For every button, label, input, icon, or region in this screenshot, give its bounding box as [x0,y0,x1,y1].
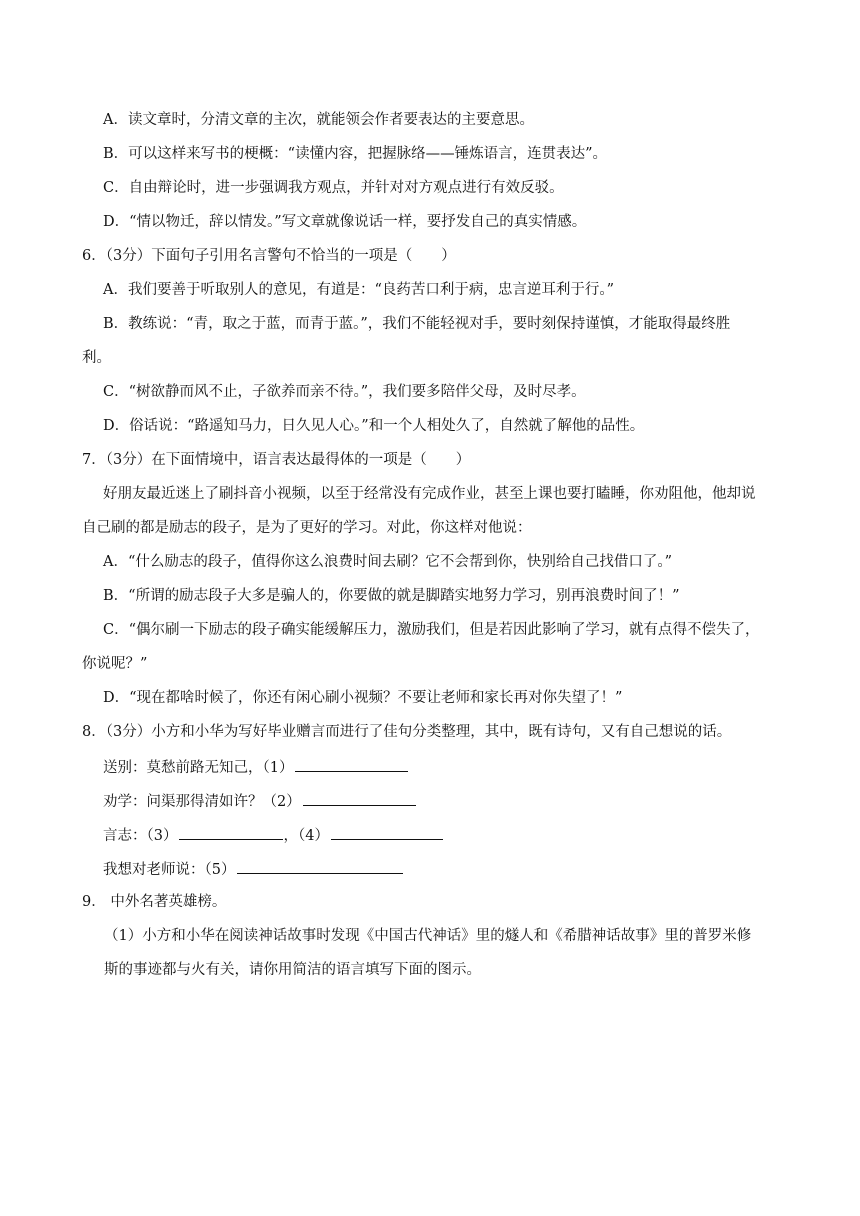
q9-part1-line2: 斯的事迹都与火有关，请你用简洁的语言填写下面的图示。 [104,962,481,978]
q5-option-c: C．自由辩论时，进一步强调我方观点，并针对对方观点进行有效反驳。 [103,180,564,196]
q5-option-d: D．“情以物迁，辞以情发。”写文章就像说话一样，要抒发自己的真实情感。 [103,214,587,230]
q7-option-d: D．“现在都啥时候了，你还有闲心刷小视频？不要让老师和家长再对你失望了！” [103,690,623,706]
q7-scenario-line1: 好朋友最近迷上了刷抖音小视频，以至于经常没有完成作业，甚至上课也要打瞌睡，你劝阻他，他却说 [103,486,756,502]
answer-blank-3[interactable] [179,824,283,840]
answer-blank-5[interactable] [237,858,403,874]
q8-study-text: 劝学：问渠那得清如许？（2） [103,794,301,810]
q7-option-c-line2: 你说呢？” [82,656,148,672]
q5-option-a: A．读文章时，分清文章的主次，就能领会作者要表达的主要意思。 [103,112,534,128]
q8-ambition-text: 言志：（3） [103,828,178,844]
q8-item-teacher [103,858,403,880]
q8-ambition-text-2: ，（4） [283,828,329,844]
q6-option-c: C．“树欲静而风不止，子欲养而亲不待。”，我们要多陪伴父母，及时尽孝。 [103,384,586,400]
q8-item-ambition [103,824,443,846]
answer-blank-4[interactable] [331,824,443,840]
q7-stem: 7．（3分）在下面情境中，语言表达最得体的一项是（ ） [82,452,471,468]
q7-option-b: B．“所谓的励志段子大多是骗人的，你要做的就是脚踏实地努力学习，别再浪费时间了！” [103,588,680,604]
q6-stem: 6．（3分）下面句子引用名言警句不恰当的一项是（ ） [82,248,456,264]
answer-blank-2[interactable] [303,790,416,806]
answer-blank-1[interactable] [295,756,408,772]
q7-option-c-line1: C．“偶尔刷一下励志的段子确实能缓解压力，激励我们，但是若因此影响了学习，就有点得不偿失了， [103,622,760,638]
q6-option-b-line2: 利。 [82,350,111,366]
q9-stem: 9． 中外名著英雄榜。 [82,894,227,910]
q8-item-farewell [103,756,408,778]
q6-option-a: A．我们要善于听取别人的意见，有道是：“良药苦口利于病，忠言逆耳利于行。” [103,282,615,298]
q7-option-a: A．“什么励志的段子，值得你这么浪费时间去刷？它不会帮到你，快别给自己找借口了。” [103,554,673,570]
q8-farewell-text: 送别：莫愁前路无知己，（1） [103,760,294,776]
q9-part1-line1: （1）小方和小华在阅读神话故事时发现《中国古代神话》里的燧人和《希腊神话故事》里的普罗米修 [104,928,752,944]
q8-stem: 8．（3分）小方和小华为写好毕业赠言而进行了佳句分类整理，其中，既有诗句，又有自己想说的话。 [82,724,732,740]
q7-scenario-line2: 自己刷的都是励志的段子，是为了更好的学习。对此，你这样对他说： [82,520,532,536]
q6-option-d: D．俗话说：“路遥知马力，日久见人心。”和一个人相处久了，自然就了解他的品性。 [103,418,645,434]
q8-teacher-text: 我想对老师说：（5） [103,862,236,878]
q6-option-b-line1: B．教练说：“青，取之于蓝，而青于蓝。”，我们不能轻视对手，要时刻保持谨慎，才能取得最终胜 [103,316,731,332]
q8-item-study [103,790,416,812]
q5-option-b: B．可以这样来写书的梗概：“读懂内容，把握脉络——锤炼语言，连贯表达”。 [103,146,607,162]
